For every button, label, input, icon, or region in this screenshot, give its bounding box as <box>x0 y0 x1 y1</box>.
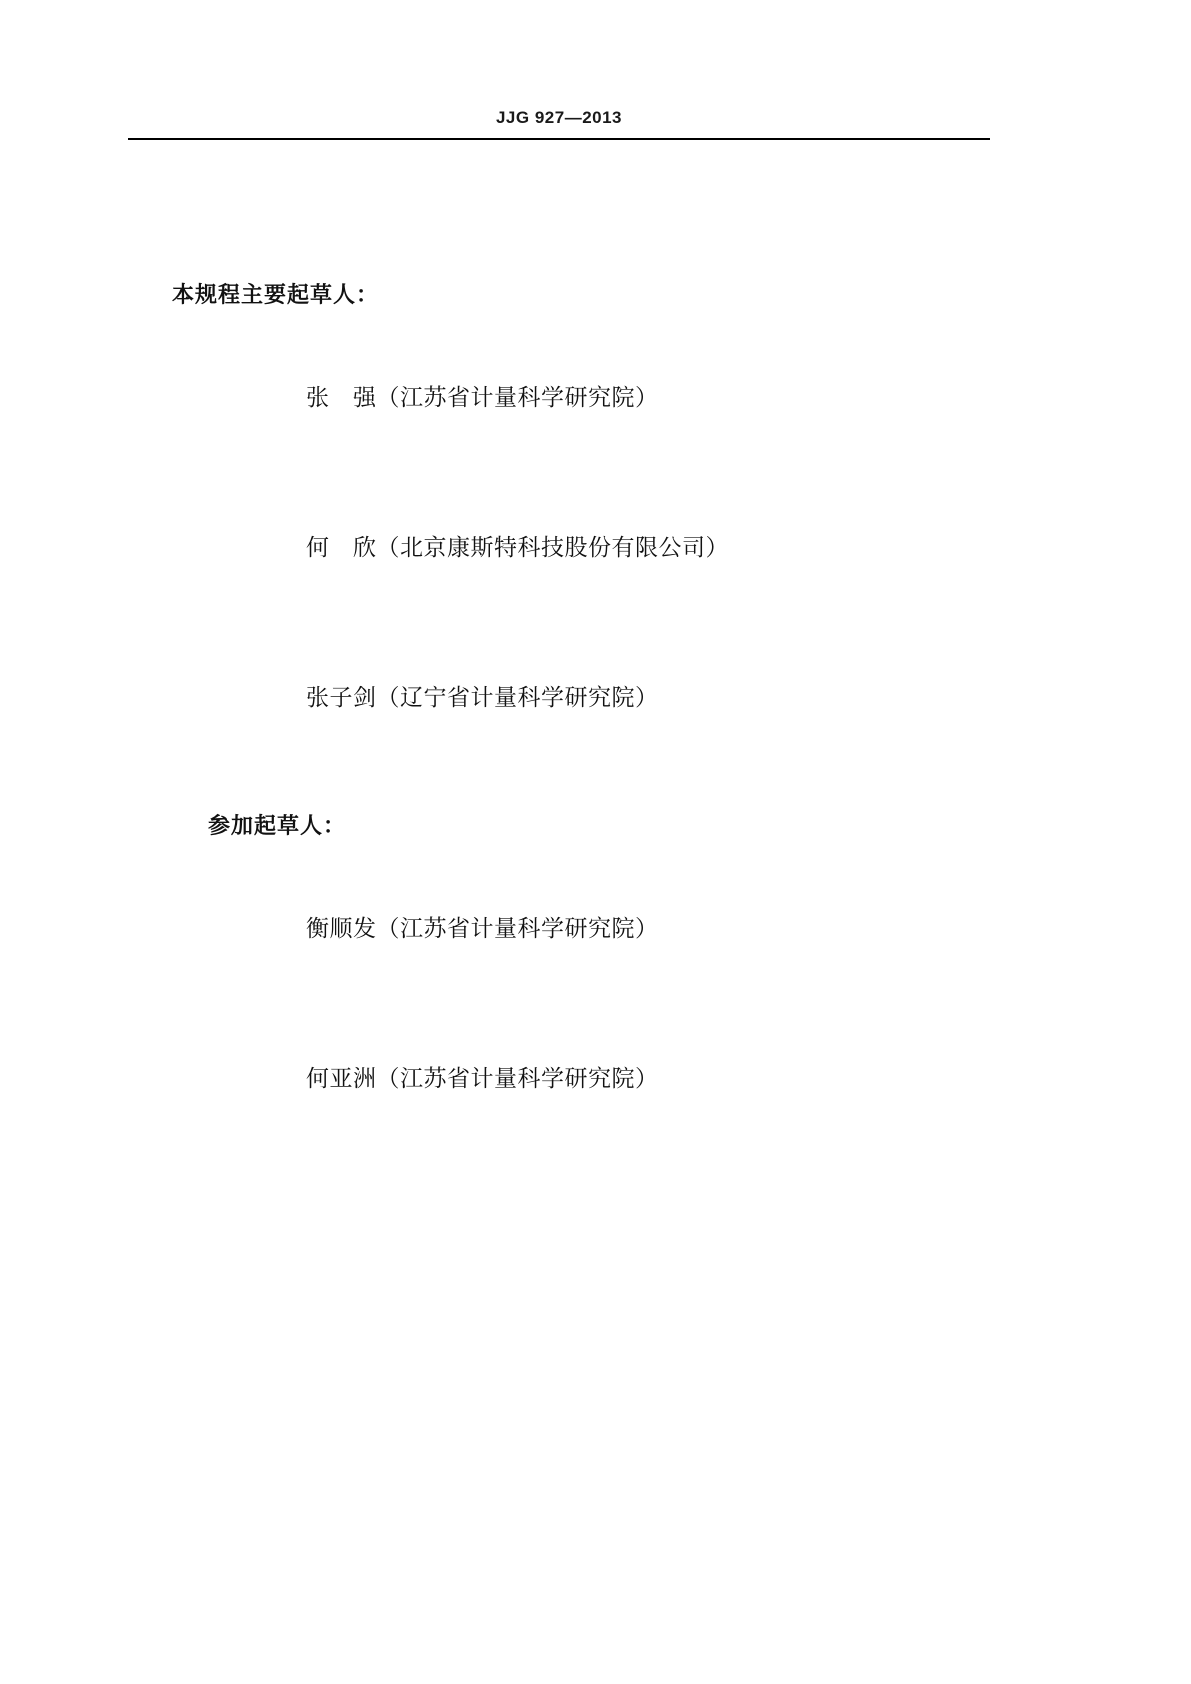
drafter-name: 张 强 <box>306 385 377 410</box>
document-content <box>128 278 990 1154</box>
drafter-affiliation: （江苏省计量科学研究院） <box>376 916 659 941</box>
drafter-name: 何 欣 <box>306 535 377 560</box>
drafter-affiliation: （江苏省计量科学研究院） <box>376 385 659 410</box>
page-header: JJG 927—2013 <box>495 108 623 127</box>
drafters-participating-section <box>128 809 990 1154</box>
list-item <box>128 623 990 773</box>
drafter-name: 张子剑 <box>306 685 377 710</box>
drafter-name: 何亚洲 <box>306 1066 377 1091</box>
header-divider <box>128 138 990 140</box>
list-item <box>128 1004 990 1154</box>
list-item <box>128 854 990 1004</box>
list-item <box>128 473 990 623</box>
section-title-main-drafters: 本规程主要起草人： <box>172 282 380 307</box>
drafter-name: 衡顺发 <box>306 916 377 941</box>
drafter-affiliation: （江苏省计量科学研究院） <box>376 1066 659 1091</box>
section-title-participating-drafters: 参加起草人： <box>208 813 347 838</box>
drafter-affiliation: （辽宁省计量科学研究院） <box>376 685 659 710</box>
drafter-affiliation: （北京康斯特科技股份有限公司） <box>376 535 729 560</box>
drafters-main-section <box>128 278 990 773</box>
list-item <box>128 323 990 473</box>
